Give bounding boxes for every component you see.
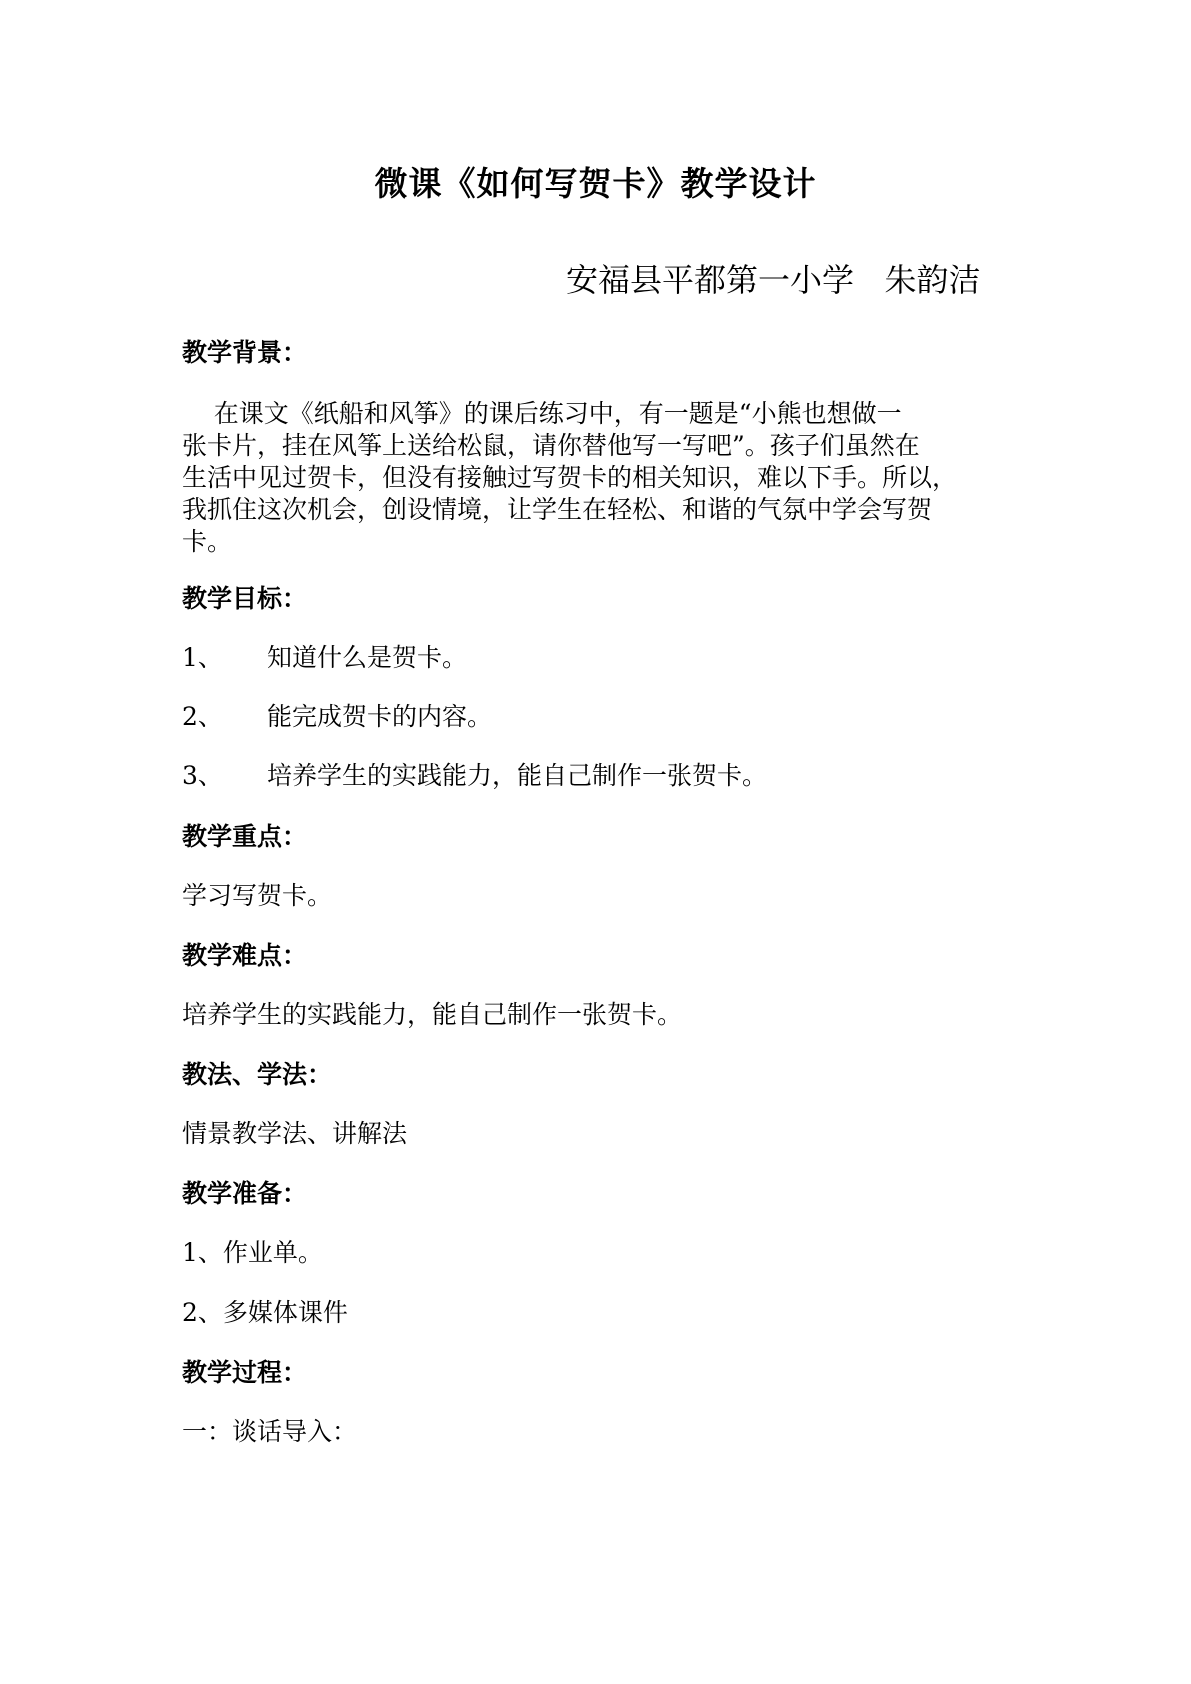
paragraph-line: 在课文《纸船和风筝》的课后练习中，有一题是“小熊也想做一 bbox=[182, 399, 902, 428]
goal-text: 培养学生的实践能力，能自己制作一张贺卡。 bbox=[267, 761, 768, 790]
goal-item bbox=[182, 641, 467, 675]
heading-background: 教学背景： bbox=[182, 338, 308, 367]
process-step: 一：谈话导入： bbox=[182, 1417, 358, 1446]
methods-text: 情景教学法、讲解法 bbox=[182, 1119, 408, 1148]
difficulty-text: 培养学生的实践能力，能自己制作一张贺卡。 bbox=[182, 1000, 683, 1029]
preparation-item: 1、作业单。 bbox=[182, 1238, 323, 1267]
goal-item bbox=[182, 759, 767, 793]
goal-text: 能完成贺卡的内容。 bbox=[267, 702, 493, 731]
heading-methods: 教法、学法： bbox=[182, 1060, 333, 1089]
paragraph-line: 生活中见过贺卡，但没有接触过写贺卡的相关知识，难以下手。所以， bbox=[182, 463, 958, 492]
key-point-text: 学习写贺卡。 bbox=[182, 881, 333, 910]
paragraph-line: 我抓住这次机会，创设情境，让学生在轻松、和谐的气氛中学会写贺 bbox=[182, 495, 933, 524]
paragraph-line: 张卡片，挂在风筝上送给松鼠，请你替他写一写吧”。孩子们虽然在 bbox=[182, 431, 920, 460]
goal-item bbox=[182, 700, 492, 734]
document-title: 微课《如何写贺卡》教学设计 bbox=[374, 164, 817, 203]
goal-number: 1、 bbox=[182, 643, 223, 672]
goal-text: 知道什么是贺卡。 bbox=[267, 643, 468, 672]
background-paragraph bbox=[182, 398, 1022, 558]
goal-number: 2、 bbox=[182, 702, 223, 731]
heading-difficulty: 教学难点： bbox=[182, 941, 308, 970]
heading-key-point: 教学重点： bbox=[182, 822, 308, 851]
preparation-item: 2、多媒体课件 bbox=[182, 1298, 348, 1327]
heading-process: 教学过程： bbox=[182, 1358, 308, 1387]
heading-preparation: 教学准备： bbox=[182, 1179, 308, 1208]
paragraph-line: 卡。 bbox=[182, 527, 233, 556]
author-line: 安福县平都第一小学 朱韵洁 bbox=[566, 261, 981, 299]
heading-goals: 教学目标： bbox=[182, 584, 308, 613]
goal-number: 3、 bbox=[182, 761, 223, 790]
